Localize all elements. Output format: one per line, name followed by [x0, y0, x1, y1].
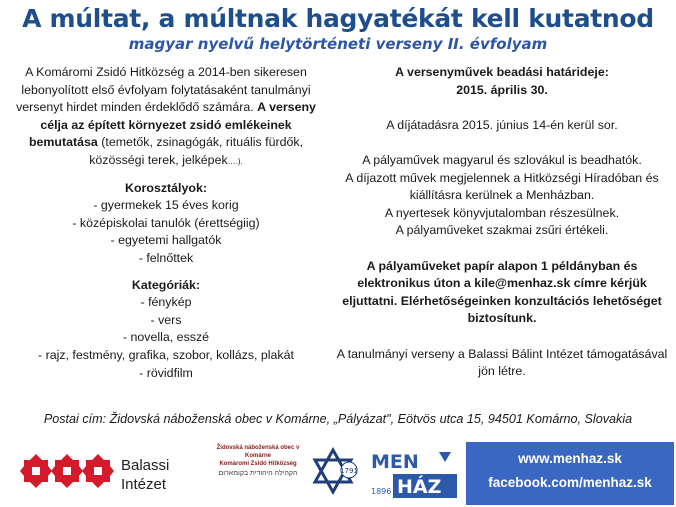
intro-examples: (temetők, zsinagógák, rituális fürdők, közösségi terek, jelképek — [89, 135, 304, 167]
menhaz-year: 1896 — [371, 487, 392, 496]
page-subtitle: magyar nyelvű helytörténeti verseny II. évfolyam — [128, 35, 548, 53]
age-item: - egyetemi hallgatók — [110, 233, 222, 248]
submission-info: A pályaműveket papír alapon 1 példányban és elektronikus úton a kile@menhaz.sk címre kérjük eljuttatni. Elérhetőségeinken konzultációs lehetőséget biztosítunk. — [342, 258, 662, 326]
balassi-name: Balassi Intézet — [121, 457, 170, 493]
award-date: A díjátadásra 2015. június 14-én kerül sor. — [386, 117, 618, 132]
right-column — [334, 64, 670, 381]
info-line: A díjazott művek megjelennek a Hitközségi Híradóban és kiállításra kerülnek a Menházban. — [345, 170, 659, 203]
community-name-hu: Komáromi Zsidó Hitközség — [219, 461, 297, 467]
age-heading: Korosztályok: — [125, 180, 207, 195]
menhaz-top: MEN — [371, 451, 419, 473]
page-title: A múltat, a múltnak hagyatékát kell kutatnod — [22, 4, 654, 33]
balassi-logo-icon — [20, 454, 116, 488]
star-of-david-icon — [311, 446, 359, 498]
age-item: - gyermekek 15 éves korig — [93, 198, 239, 213]
category-item: - vers — [150, 312, 182, 327]
menhaz-bottom: HÁZ — [397, 476, 442, 498]
left-column — [6, 64, 326, 382]
category-item: - rövidfilm — [139, 365, 193, 380]
web-contact-box — [466, 442, 674, 505]
postal-address: Postai cím: Židovská náboženská obec v Komárne, „Pályázat", Eötvös utca 15, 94501 Komárno, Slovakia — [43, 412, 633, 426]
intro-text: A Komáromi Zsidó Hitközség a 2014-ben sikeresen lebonyolított első évfolyam folytatásaként tanulmányi versenyt hirdet minden érdeklődő számára. — [16, 65, 311, 115]
intro-goal: A verseny célja az épített környezet zsidó emlékeinek bemutatása — [28, 100, 316, 150]
category-item: - fénykép — [140, 295, 192, 310]
menhaz-logo-icon — [369, 448, 461, 498]
deadline-date: 2015. április 30. — [456, 82, 548, 97]
info-line: A pályaműveket szakmai zsűri értékeli. — [395, 223, 609, 238]
community-name-sk: Židovská náboženská obec v Komárne — [216, 445, 300, 459]
star-year: 1791 — [340, 467, 358, 475]
info-line: A pályaművek magyarul és szlovákul is beadhatók. — [362, 152, 642, 167]
support-info: A tanulmányi verseny a Balassi Bálint Intézet támogatásával jön létre. — [336, 346, 668, 379]
deadline-label: A versenyművek beadási határideje: — [395, 65, 609, 79]
community-name-he: הקהילה היהודית בקומארום — [218, 470, 298, 477]
intro-ellipsis: ….). — [227, 156, 243, 166]
category-item: - rajz, festmény, grafika, szobor, kollázs, plakát — [38, 347, 294, 362]
intro-paragraph — [6, 64, 326, 171]
website-link[interactable]: www.menhaz.sk — [518, 451, 622, 466]
info-line: A nyertesek könyvjutalomban részesülnek. — [384, 205, 620, 220]
facebook-link[interactable]: facebook.com/menhaz.sk — [488, 475, 652, 490]
age-item: - középiskolai tanulók (érettségiig) — [72, 215, 260, 230]
age-item: - felnőttek — [138, 250, 194, 265]
category-item: - novella, esszé — [122, 330, 210, 345]
category-heading: Kategóriák: — [131, 277, 201, 292]
community-logo — [206, 444, 310, 478]
